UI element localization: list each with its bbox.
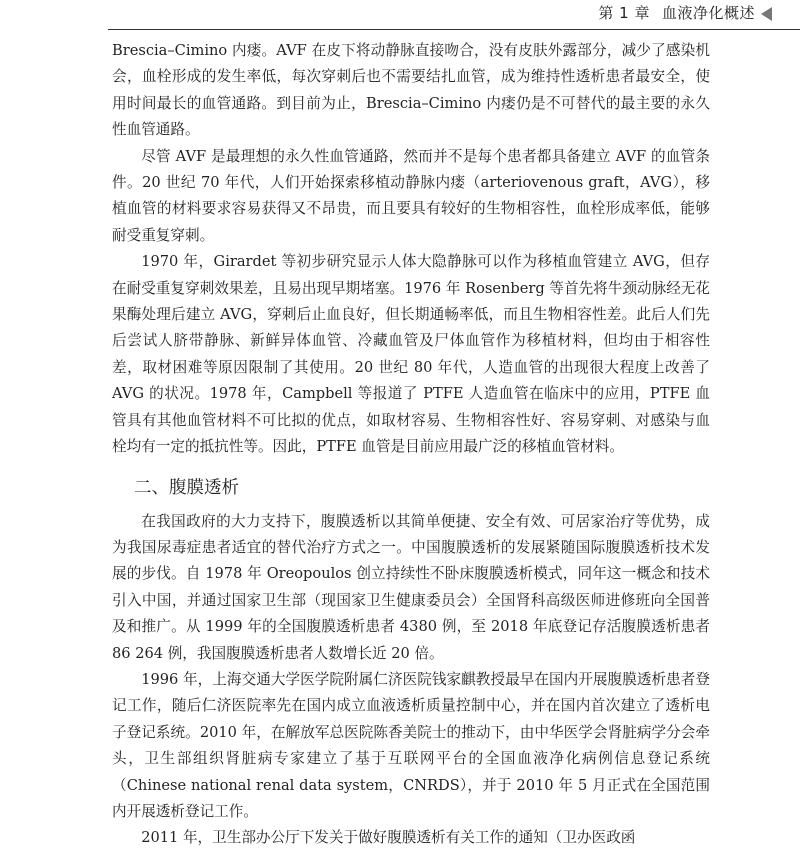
header-triangle-icon: [761, 7, 772, 21]
section-heading: 二、腹膜透析: [134, 477, 239, 498]
page-body: [112, 38, 710, 852]
running-header: [108, 0, 800, 30]
chapter-title: [598, 2, 755, 29]
paragraph-4: 在我国政府的大力支持下，腹膜透析以其简单便捷、安全有效、可居家治疗等优势，成为我国尿毒症患者适宜的替代治疗方式之一。中国腹膜透析的发展紧随国际腹膜透析技术发展的步伐。自 1978 年 Oreopoulos 创立持续性不卧床腹膜透析模式，同年这一概念和技术引入中国，并通过国家卫生部（现国家卫生健康委员会）全国肾科高级医师进修班向全国普及和推广。从 1999 年的全国腹膜透析患者 4380 例，至 2018 年底登记存活腹膜透析患者 86 264 例，我国腹膜透析患者人数增长近 20 倍。: [112, 512, 710, 662]
paragraph-2: 尽管 AVF 是最理想的永久性血管通路，然而并不是每个患者都具备建立 AVF 的血管条件。20 世纪 70 年代，人们开始探索移植动静脉内瘘（arteriovenous graft，AVG），移植血管的材料要求容易获得又不昂贵，而且要具有较好的生物相容性，血栓形成率低，能够耐受重复穿刺。: [112, 147, 710, 244]
paragraph-6: 2011 年，卫生部办公厅下发关于做好腹膜透析有关工作的通知（卫办医政函: [141, 829, 636, 847]
chapter-number: 第 1 章: [598, 4, 650, 22]
chapter-name: 血液净化概述: [661, 4, 755, 22]
paragraph-5: 1996 年，上海交通大学医学院附属仁济医院钱家麒教授最早在国内开展腹膜透析患者登记工作，随后仁济医院率先在国内成立血液透析质量控制中心，并在国内首次建立了透析电子登记系统。2010 年，在解放军总医院陈香美院士的推动下，由中华医学会肾脏病学分会牵头，卫生部组织肾脏病专家建立了基于互联网平台的全国血液净化病例信息登记系统（Chinese national renal data system，CNRDS），并于 2010 年 5 月正式在全国范围内开展透析登记工作。: [112, 670, 710, 820]
paragraph-1: Brescia–Cimino 内瘘。AVF 在皮下将动静脉直接吻合，没有皮肤外露部分，减少了感染机会，血栓形成的发生率低，每次穿刺后也不需要结扎血管，成为维持性透析患者最安全，使用时间最长的血管通路。到目前为止，Brescia–Cimino 内瘘仍是不可替代的最主要的永久性血管通路。: [112, 42, 710, 139]
paragraph-3: 1970 年，Girardet 等初步研究显示人体大隐静脉可以作为移植血管建立 AVG，但存在耐受重复穿刺效果差，且易出现早期堵塞。1976 年 Rosenberg 等首先将牛颈动脉经无花果酶处理后建立 AVG，穿刺后止血良好，但长期通畅率低，而且生物相容性差。此后人们先后尝试人脐带静脉、新鲜异体血管、冷藏血管及尸体血管作为移植材料，但均由于相容性差，取材困难等原因限制了其使用。20 世纪 80 年代，人造血管的出现很大程度上改善了 AVG 的状况。1978 年，Campbell 等报道了 PTFE 人造血管在临床中的应用，PTFE 血管具有其他血管材料不可比拟的优点，如取材容易、生物相容性好、容易穿刺、对感染与血栓均有一定的抵抗性等。因此，PTFE 血管是目前应用最广泛的移植血管材料。: [112, 253, 710, 456]
